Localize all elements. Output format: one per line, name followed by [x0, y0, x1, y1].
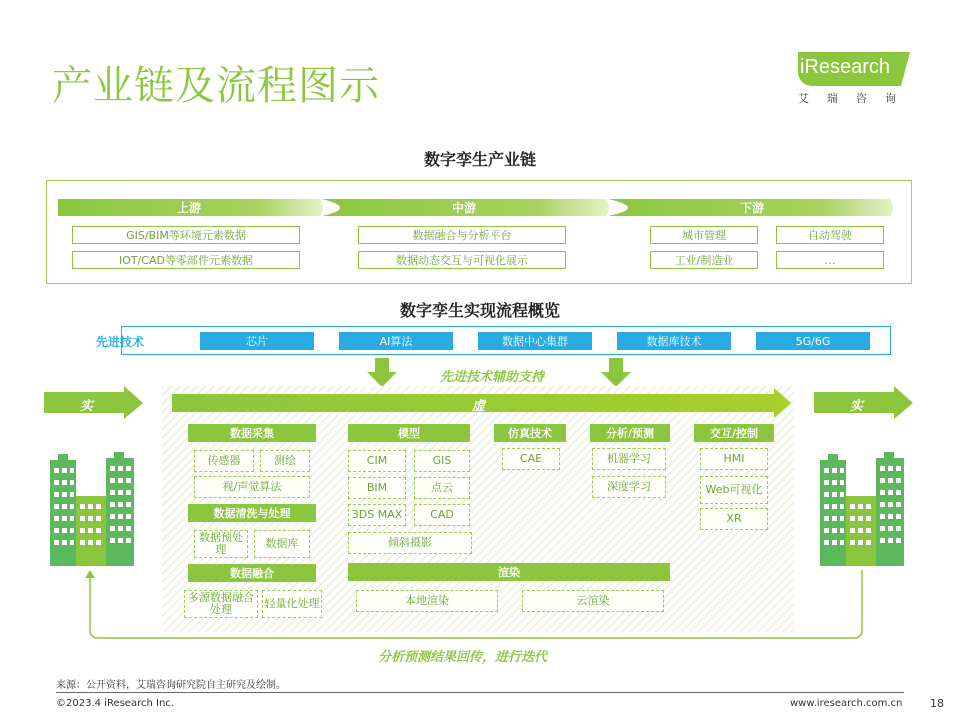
source-note: 来源：公开资料，艾瑞咨询研究院自主研究及绘制。 [56, 680, 286, 691]
model-item: 点云 [414, 477, 470, 499]
clean-item: 数据预处理 [194, 530, 248, 558]
model-item: BIM [348, 477, 406, 499]
midstream-item: 数据动态交互与可视化展示 [358, 251, 566, 269]
model-item: CIM [348, 450, 406, 472]
model-item: CAD [414, 504, 470, 526]
fusion-head: 数据融合 [188, 564, 316, 582]
analysis-item: 机器学习 [592, 448, 666, 470]
collect-item: 视/声觉算法 [194, 476, 310, 498]
model-head: 模型 [348, 424, 470, 442]
collect-head: 数据采集 [188, 424, 316, 442]
flow-title: 数字孪生实现流程概览 [399, 301, 560, 320]
model-item: 倾斜摄影 [348, 532, 472, 554]
midstream-item: 数据融合与分析平台 [358, 226, 566, 244]
render-item: 云渲染 [522, 590, 664, 612]
tech-chip: 芯片 [200, 332, 314, 350]
upstream-item: IOT/CAD等零部件元素数据 [72, 251, 300, 269]
footer-divider [56, 692, 904, 693]
page-title: 产业链及流程图示 [52, 63, 380, 109]
sim-head: 仿真技术 [494, 424, 566, 442]
downstream-label: 下游 [739, 201, 764, 215]
support-label: 先进技术辅助支持 [440, 370, 545, 385]
analysis-item: 深度学习 [592, 476, 666, 498]
city-buildings-icon [816, 452, 912, 566]
real-arrow-right-icon [814, 386, 914, 420]
downstream-item: 城市管理 [650, 226, 758, 244]
copyright: ©2023.4 iResearch Inc. [56, 698, 174, 709]
iresearch-logo [798, 52, 914, 108]
interact-head: 交互/控制 [694, 424, 774, 442]
feedback-label: 分析预测结果回传，进行迭代 [378, 650, 548, 665]
tech-label: 先进技术 [96, 335, 145, 349]
page-number: 18 [930, 697, 944, 710]
render-head: 渲染 [348, 563, 670, 581]
real-label-right: 实 [850, 399, 864, 414]
tech-chip: AI算法 [339, 332, 453, 350]
midstream-label: 中游 [451, 201, 476, 215]
downstream-item: 自动驾驶 [776, 226, 884, 244]
interact-item: XR [700, 508, 768, 530]
downstream-item: 工业/制造业 [650, 251, 758, 269]
clean-item: 数据库 [254, 530, 310, 558]
virtual-label: 虚 [472, 399, 486, 414]
logo-brand: iResearch [800, 56, 891, 78]
logo-cn: 艾瑞咨询 [798, 92, 914, 105]
interact-item: Web可视化 [700, 476, 768, 504]
upstream-label: 上游 [176, 201, 201, 215]
down-arrow-icon [600, 358, 632, 388]
chain-title: 数字孪生产业链 [423, 150, 536, 169]
tech-chip: 数据中心集群 [478, 332, 592, 350]
interact-item: HMI [700, 448, 768, 470]
clean-head: 数据清洗与处理 [188, 504, 316, 522]
fusion-item: 多源数据融合处理 [184, 590, 258, 618]
sim-item: CAE [502, 448, 560, 470]
collect-item: 传感器 [194, 450, 254, 472]
real-label-left: 实 [80, 399, 94, 414]
analysis-head: 分析/预测 [590, 424, 670, 442]
website-url: www.iresearch.com.cn [790, 698, 903, 709]
tech-chip: 5G/6G [756, 332, 870, 350]
tech-chip: 数据库技术 [617, 332, 731, 350]
collect-item: 测绘 [260, 450, 310, 472]
render-item: 本地渲染 [356, 590, 498, 612]
real-arrow-left-icon [44, 386, 144, 420]
fusion-item: 轻量化处理 [262, 590, 322, 618]
upstream-item: GIS/BIM等环境元素数据 [72, 226, 300, 244]
down-arrow-icon [366, 358, 398, 388]
model-item: 3DS MAX [348, 504, 406, 526]
downstream-item: … [776, 251, 884, 269]
model-item: GIS [414, 450, 470, 472]
city-buildings-icon [42, 452, 138, 566]
